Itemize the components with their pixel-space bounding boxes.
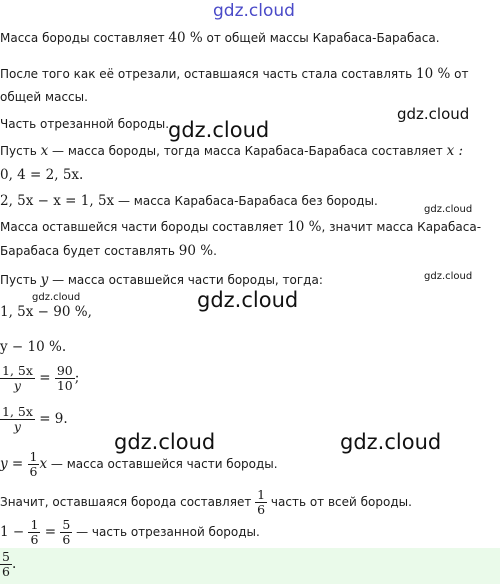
watermark-top: gdz.cloud — [213, 1, 295, 21]
text-line-1: Масса бороды составляет 40 % от общей массы Карабаса-Барабаса. — [0, 30, 440, 46]
watermark: gdz.cloud — [424, 204, 473, 215]
text-line-16: Значит, оставшаяся борода составляет $\frac{1}{6}$ часть от всей бороды. — [0, 487, 412, 517]
math-line-18: $\frac{5}{6}$ . — [2, 549, 17, 579]
text-line-7: 2, 5x − x = 1, 5x — масса Карабаса-Барабаса без бороды. — [0, 193, 378, 209]
answer-highlight — [0, 548, 500, 584]
math-line-13: $\frac{1, 5x}{y}$ = $\frac{90}{10}$ ; — [2, 363, 80, 393]
text-line-2: После того как её отрезали, оставшаяся часть стала составлять 10 % от — [0, 66, 469, 82]
text-line-3: общей массы. — [0, 90, 88, 104]
watermark: gdz.cloud — [397, 105, 470, 123]
text-line-9: Барабаса будет составлять 90 %. — [0, 243, 217, 259]
watermark: gdz.cloud — [168, 118, 270, 142]
text-line-10: Пусть y — масса оставшейся части бороды, тогда: — [0, 272, 323, 288]
text-line-17: 1 − $\frac{1}{6}$ = $\frac{5}{6}$ — часть отрезанной бороды. — [0, 517, 260, 547]
watermark: gdz.cloud — [424, 271, 473, 282]
watermark: gdz.cloud — [197, 288, 299, 312]
math-line-14: $\frac{1, 5x}{y}$ = 9. — [2, 404, 68, 434]
text-line-5: Пусть x — масса бороды, тогда масса Карабаса-Барабаса составляет x : — [0, 143, 464, 159]
math-line-6: 0, 4 = 2, 5x. — [0, 167, 84, 183]
text-line-15: y = $\frac{1}{6}$ x — масса оставшейся части бороды. — [0, 449, 278, 479]
math-line-12: y − 10 %. — [0, 339, 67, 355]
watermark: gdz.cloud — [114, 430, 216, 454]
text-line-8: Масса оставшейся части бороды составляет 10 %, значит масса Карабаса- — [0, 219, 482, 235]
math-line-11: 1, 5x − 90 %, — [0, 304, 92, 320]
text-line-4: Часть отрезанной бороды. — [0, 117, 170, 131]
watermark: gdz.cloud — [340, 430, 442, 454]
watermark: gdz.cloud — [32, 292, 81, 303]
